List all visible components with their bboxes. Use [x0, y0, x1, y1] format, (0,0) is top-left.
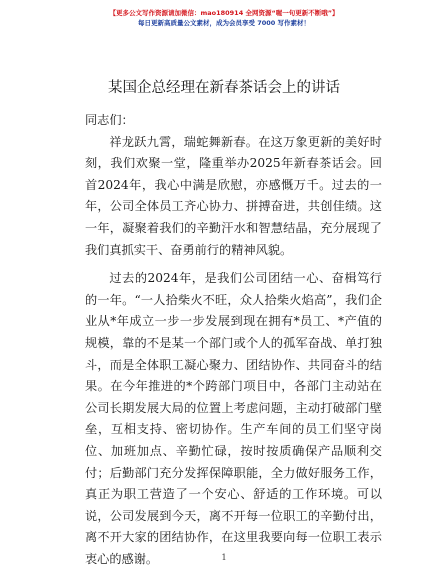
document-title: 某国企总经理在新春茶话会上的讲话	[108, 80, 340, 96]
salutation: 同志们：	[85, 113, 134, 127]
paragraph-1: 祥龙跃九霄，瑞蛇舞新春。在这万象更新的美好时刻，我们欢聚一堂，隆重举办2025年新春茶话会。回首2024年，我心中满是欣慰，亦感慨万千。过去的一年，公司全体员工齐心协力、拼搏奋进，共创佳绩。这一年，凝聚着我们的辛勤汗水和智慧结晶，充分展现了我们真抓实干、奋勇前行的精神风貌。	[85, 134, 382, 257]
promo-banner	[0, 8, 448, 28]
paragraph-2: 过去的2024年，是我们公司团结一心、奋楫笃行的一年。“一人拾柴火不旺，众人拾柴火焰高”，我们企业从*年成立一步一步发展到现在拥有*员工、*产值的规模，靠的不是某一个部门或个人的孤军奋战、单打独斗，而是全体职工凝心聚力、团结协作、共同奋斗的结果。在今年推进的*个跨部门项目中，各部门主动站在公司长期发展大局的位置上考虑问题，主动打破部门壁垒，互相支持、密切协作。生产车间的员工们坚守岗位、加班加点、辛勤忙碌，按时按质确保产品顺利交付；后勤部门充分发挥保障职能，全力做好服务工作，真正为职工营造了一个安心、舒适的工作环境。可以说，公司发展到今天，离不开每一位职工的辛勤付出，离不开大家的团结协作，在这里我要向每一位职工表示衷心的感谢。	[85, 271, 382, 566]
page-number: 1	[221, 553, 227, 562]
promo-banner-line-2: 每日更新高质量公文素材，成为会员享受 7000 写作素材！	[137, 19, 311, 27]
document-body	[85, 110, 382, 570]
promo-banner-line-1: 【更多公文写作资源请加微信：mao180914 全网资源“喔一句更新不断哦”】	[109, 9, 339, 17]
